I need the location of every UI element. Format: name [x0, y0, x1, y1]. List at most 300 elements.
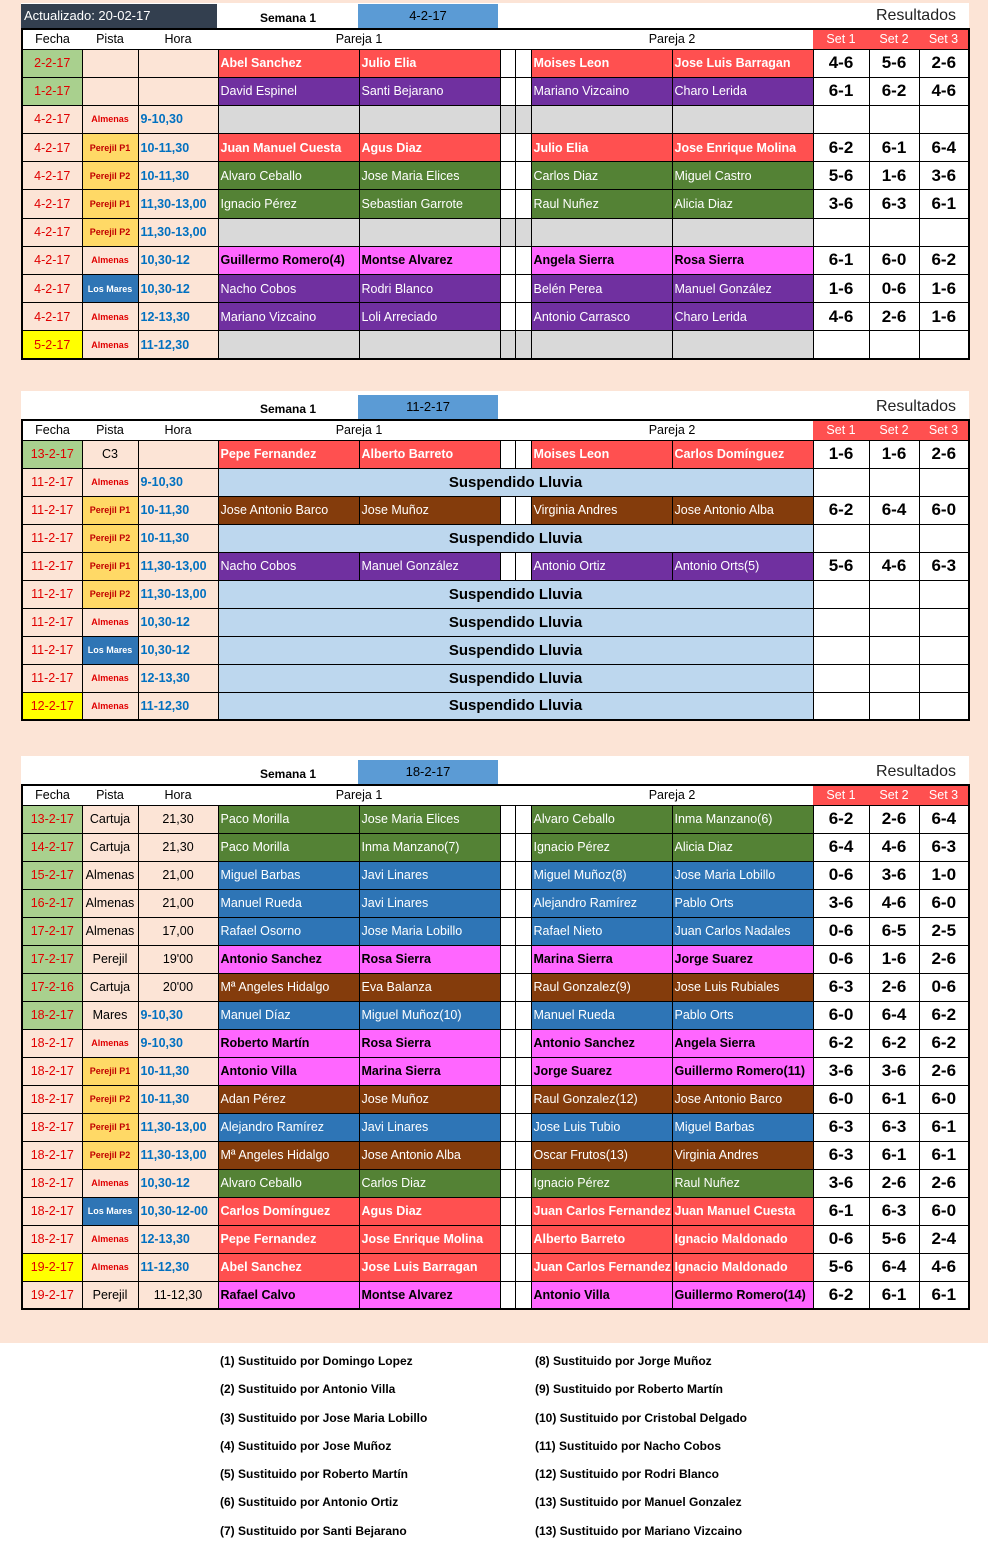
- set2-score: 3-6: [869, 861, 919, 889]
- col-hora: Hora: [138, 785, 218, 805]
- separator-cell: [515, 861, 531, 889]
- set3-score: [919, 218, 969, 246]
- set1-score: 6-2: [813, 134, 869, 162]
- match-court: Perejil P1: [82, 1113, 138, 1141]
- pair1-player-b: Jose Maria Elices: [359, 162, 500, 190]
- pair2-player-b: Rosa Sierra: [672, 246, 813, 274]
- match-time: 10-11,30: [138, 1057, 218, 1085]
- match-time: 9-10,30: [138, 468, 218, 496]
- match-court: Perejil P2: [82, 162, 138, 190]
- separator-cell: [515, 945, 531, 973]
- set2-score: [869, 608, 919, 636]
- set1-score: 3-6: [813, 1057, 869, 1085]
- pair1-player-b: [359, 331, 500, 359]
- set3-score: 2-6: [919, 1057, 969, 1085]
- match-time: 19'00: [138, 945, 218, 973]
- set2-score: 6-1: [869, 134, 919, 162]
- set1-score: [813, 580, 869, 608]
- match-court: Almenas: [82, 246, 138, 274]
- match-time: 9-10,30: [138, 105, 218, 133]
- separator-cell: [515, 917, 531, 945]
- match-row: [22, 246, 969, 274]
- match-court: Almenas: [82, 303, 138, 331]
- pair2-player-a: Jose Luis Tubio: [531, 1113, 672, 1141]
- notes-left: [220, 1347, 427, 1545]
- match-row: [22, 833, 969, 861]
- match-time: 9-10,30: [138, 1029, 218, 1057]
- match-court: Perejil P1: [82, 134, 138, 162]
- separator-cell: [515, 833, 531, 861]
- match-court: Almenas: [82, 468, 138, 496]
- pair2-player-b: Pablo Orts: [672, 1001, 813, 1029]
- match-court: Perejil: [82, 1281, 138, 1309]
- pair1-player-a: Antonio Sanchez: [218, 945, 359, 973]
- match-row: [22, 1141, 969, 1169]
- pair2-player-b: Charo Lerida: [672, 77, 813, 105]
- note-item: (1) Sustituido por Domingo Lopez: [220, 1354, 413, 1368]
- pair2-player-b: Juan Carlos Nadales: [672, 917, 813, 945]
- match-time: 11-12,30: [138, 1253, 218, 1281]
- match-date: 18-2-17: [22, 1001, 82, 1029]
- pair2-player-a: Moises Leon: [531, 440, 672, 468]
- separator-cell: [500, 1253, 515, 1281]
- pair1-player-b: Javi Linares: [359, 861, 500, 889]
- pair1-player-b: Jose Maria Lobillo: [359, 917, 500, 945]
- separator-cell: [515, 134, 531, 162]
- set2-score: 4-6: [869, 833, 919, 861]
- separator-cell: [515, 246, 531, 274]
- match-row: [22, 524, 969, 552]
- separator-cell: [515, 190, 531, 218]
- pair2-player-a: Antonio Villa: [531, 1281, 672, 1309]
- match-court: Almenas: [82, 105, 138, 133]
- separator-cell: [500, 105, 515, 133]
- separator-cell: [500, 77, 515, 105]
- pair1-player-a: Rafael Osorno: [218, 917, 359, 945]
- pair1-player-a: Mariano Vizcaino: [218, 303, 359, 331]
- pair2-player-b: [672, 105, 813, 133]
- set3-score: [919, 105, 969, 133]
- match-court: Perejil: [82, 945, 138, 973]
- pair1-player-b: Jose Muñoz: [359, 496, 500, 524]
- match-date: 4-2-17: [22, 275, 82, 303]
- match-court: Los Mares: [82, 275, 138, 303]
- pair1-player-b: Agus Diaz: [359, 134, 500, 162]
- match-date: 11-2-17: [22, 636, 82, 664]
- match-row: [22, 162, 969, 190]
- col-set2: Set 2: [869, 29, 919, 49]
- pair2-player-a: Julio Elia: [531, 134, 672, 162]
- separator-cell: [515, 218, 531, 246]
- week-label: Semana 1: [259, 11, 317, 25]
- note-item: (12) Sustituido por Rodri Blanco: [535, 1467, 720, 1482]
- set2-score: 1-6: [869, 162, 919, 190]
- pair1-player-b: Jose Luis Barragan: [359, 1253, 500, 1281]
- match-time: 10-11,30: [138, 524, 218, 552]
- pair1-player-a: Miguel Barbas: [218, 861, 359, 889]
- separator-cell: [500, 1029, 515, 1057]
- set2-score: [869, 524, 919, 552]
- match-row: [22, 49, 969, 77]
- set3-score: 2-6: [919, 945, 969, 973]
- set2-score: [869, 636, 919, 664]
- match-time: 11,30-13,00: [138, 190, 218, 218]
- match-date: 18-2-17: [22, 1113, 82, 1141]
- set2-score: 2-6: [869, 303, 919, 331]
- match-row: [22, 692, 969, 720]
- pair1-player-a: Rafael Calvo: [218, 1281, 359, 1309]
- match-time: 10-11,30: [138, 496, 218, 524]
- set2-score: [869, 105, 919, 133]
- pair1-player-b: Montse Alvarez: [359, 1281, 500, 1309]
- match-date: 11-2-17: [22, 608, 82, 636]
- pair2-player-b: Inma Manzano(6): [672, 805, 813, 833]
- note-item: (6) Sustituido por Antonio Ortiz: [220, 1495, 399, 1510]
- match-court: Almenas: [82, 608, 138, 636]
- set3-score: 6-2: [919, 1001, 969, 1029]
- separator-cell: [500, 861, 515, 889]
- pair1-player-a: Nacho Cobos: [218, 275, 359, 303]
- match-date: 11-2-17: [22, 552, 82, 580]
- set3-score: 2-6: [919, 1169, 969, 1197]
- set2-score: 6-4: [869, 1253, 919, 1281]
- separator-cell: [500, 973, 515, 1001]
- set3-score: 6-1: [919, 1281, 969, 1309]
- set3-score: 6-1: [919, 1141, 969, 1169]
- match-court: [82, 49, 138, 77]
- match-date: 16-2-17: [22, 889, 82, 917]
- match-time: 17,00: [138, 917, 218, 945]
- set3-score: 6-0: [919, 889, 969, 917]
- set3-score: 1-6: [919, 275, 969, 303]
- pair1-player-b: Javi Linares: [359, 1113, 500, 1141]
- match-row: [22, 468, 969, 496]
- pair1-player-b: Agus Diaz: [359, 1197, 500, 1225]
- match-row: [22, 275, 969, 303]
- pair1-player-b: Javi Linares: [359, 889, 500, 917]
- pair1-player-a: Antonio Villa: [218, 1057, 359, 1085]
- pair2-player-a: Virginia Andres: [531, 496, 672, 524]
- match-time: 10,30-12: [138, 275, 218, 303]
- col-pista: Pista: [82, 29, 138, 49]
- pair1-player-b: Miguel Muñoz(10): [359, 1001, 500, 1029]
- pair2-player-b: Juan Manuel Cuesta: [672, 1197, 813, 1225]
- set2-score: [869, 331, 919, 359]
- pair2-player-a: Angela Sierra: [531, 246, 672, 274]
- pair2-player-b: Jose Enrique Molina: [672, 134, 813, 162]
- match-time: 10,30-12: [138, 1169, 218, 1197]
- match-time: 11,30-13,00: [138, 580, 218, 608]
- col-gap: [500, 29, 531, 49]
- pair2-player-b: Miguel Castro: [672, 162, 813, 190]
- separator-cell: [515, 496, 531, 524]
- match-court: Cartuja: [82, 805, 138, 833]
- pair1-player-b: Carlos Diaz: [359, 1169, 500, 1197]
- suspended-label: Suspendido Lluvia: [218, 468, 813, 496]
- separator-cell: [500, 1281, 515, 1309]
- set2-score: 6-2: [869, 77, 919, 105]
- match-time: 9-10,30: [138, 1001, 218, 1029]
- suspended-label: Suspendido Lluvia: [218, 608, 813, 636]
- set2-score: 6-3: [869, 1197, 919, 1225]
- match-date: 4-2-17: [22, 162, 82, 190]
- match-row: [22, 1169, 969, 1197]
- match-row: [22, 1225, 969, 1253]
- set3-score: [919, 636, 969, 664]
- suspended-label: Suspendido Lluvia: [218, 580, 813, 608]
- pair2-player-a: Alvaro Ceballo: [531, 805, 672, 833]
- column-header-row: [22, 29, 969, 49]
- match-court: Cartuja: [82, 973, 138, 1001]
- match-date: 19-2-17: [22, 1253, 82, 1281]
- pair1-player-a: Paco Morilla: [218, 833, 359, 861]
- pair1-player-b: Jose Maria Elices: [359, 805, 500, 833]
- col-pareja1: Pareja 1: [218, 420, 500, 440]
- matches-table: [21, 28, 970, 360]
- pair2-player-b: Raul Nuñez: [672, 1169, 813, 1197]
- match-row: [22, 973, 969, 1001]
- match-court: Los Mares: [82, 636, 138, 664]
- match-date: 5-2-17: [22, 331, 82, 359]
- note-item: (8) Sustituido por Jorge Muñoz: [535, 1354, 712, 1368]
- pair2-player-b: Jose Luis Rubiales: [672, 973, 813, 1001]
- set3-score: 1-0: [919, 861, 969, 889]
- pair1-player-b: Jose Antonio Alba: [359, 1141, 500, 1169]
- separator-cell: [500, 162, 515, 190]
- pair1-player-a: [218, 218, 359, 246]
- pair1-player-a: [218, 105, 359, 133]
- match-date: 11-2-17: [22, 524, 82, 552]
- set3-score: 1-6: [919, 303, 969, 331]
- suspended-label: Suspendido Lluvia: [218, 692, 813, 720]
- set1-score: 0-6: [813, 917, 869, 945]
- col-set2: Set 2: [869, 785, 919, 805]
- match-row: [22, 496, 969, 524]
- set3-score: 6-3: [919, 552, 969, 580]
- separator-cell: [500, 496, 515, 524]
- set2-score: 6-1: [869, 1281, 919, 1309]
- note-item: (4) Sustituido por Jose Muñoz: [220, 1438, 392, 1453]
- match-row: [22, 945, 969, 973]
- match-date: 4-2-17: [22, 190, 82, 218]
- note-item: (3) Sustituido por Jose Maria Lobillo: [220, 1410, 428, 1425]
- match-date: 12-2-17: [22, 692, 82, 720]
- separator-cell: [500, 1113, 515, 1141]
- pair1-player-a: Manuel Díaz: [218, 1001, 359, 1029]
- pair1-player-a: Guillermo Romero(4): [218, 246, 359, 274]
- pair2-player-a: Ignacio Pérez: [531, 833, 672, 861]
- set1-score: 6-1: [813, 1197, 869, 1225]
- pair1-player-b: Jose Muñoz: [359, 1085, 500, 1113]
- pair1-player-b: Alberto Barreto: [359, 440, 500, 468]
- pair2-player-a: Raul Gonzalez(9): [531, 973, 672, 1001]
- match-time: 11-12,30: [138, 692, 218, 720]
- set1-score: 6-0: [813, 1085, 869, 1113]
- separator-cell: [500, 1001, 515, 1029]
- week-label: Semana 1: [259, 402, 317, 416]
- pair2-player-b: Guillermo Romero(14): [672, 1281, 813, 1309]
- match-row: [22, 1057, 969, 1085]
- set3-score: 6-3: [919, 833, 969, 861]
- match-date: 4-2-17: [22, 134, 82, 162]
- set1-score: 4-6: [813, 303, 869, 331]
- match-time: 21,00: [138, 861, 218, 889]
- match-time: 21,30: [138, 805, 218, 833]
- set1-score: 6-1: [813, 246, 869, 274]
- col-hora: Hora: [138, 420, 218, 440]
- column-header-row: [22, 420, 969, 440]
- separator-cell: [500, 552, 515, 580]
- match-time: 10,30-12-00: [138, 1197, 218, 1225]
- match-court: Perejil P2: [82, 218, 138, 246]
- match-date: 1-2-17: [22, 77, 82, 105]
- set2-score: 6-2: [869, 1029, 919, 1057]
- pair1-player-b: [359, 218, 500, 246]
- separator-cell: [500, 49, 515, 77]
- notes-right: [535, 1347, 747, 1545]
- match-court: Almenas: [82, 889, 138, 917]
- set1-score: 3-6: [813, 1169, 869, 1197]
- match-date: 11-2-17: [22, 580, 82, 608]
- separator-cell: [500, 917, 515, 945]
- separator-cell: [500, 1197, 515, 1225]
- col-set1: Set 1: [813, 29, 869, 49]
- set3-score: 3-6: [919, 162, 969, 190]
- pair1-player-a: [218, 331, 359, 359]
- set1-score: 5-6: [813, 1253, 869, 1281]
- matches-table: [21, 419, 970, 721]
- separator-cell: [500, 1085, 515, 1113]
- separator-cell: [515, 1001, 531, 1029]
- match-time: 12-13,30: [138, 664, 218, 692]
- col-pareja1: Pareja 1: [218, 785, 500, 805]
- match-time: 21,00: [138, 889, 218, 917]
- match-court: Los Mares: [82, 1197, 138, 1225]
- note-item: (13) Sustituido por Manuel Gonzalez: [535, 1495, 742, 1510]
- match-time: 20'00: [138, 973, 218, 1001]
- separator-cell: [500, 218, 515, 246]
- set1-score: 0-6: [813, 861, 869, 889]
- col-pareja2: Pareja 2: [531, 420, 813, 440]
- pair2-player-a: Carlos Diaz: [531, 162, 672, 190]
- match-time: 11,30-13,00: [138, 552, 218, 580]
- set1-score: 6-2: [813, 1281, 869, 1309]
- set2-score: 6-4: [869, 1001, 919, 1029]
- match-court: Cartuja: [82, 833, 138, 861]
- set1-score: [813, 636, 869, 664]
- pair1-player-a: Paco Morilla: [218, 805, 359, 833]
- set3-score: [919, 580, 969, 608]
- pair1-player-a: Pepe Fernandez: [218, 440, 359, 468]
- set2-score: 6-5: [869, 917, 919, 945]
- pair1-player-a: Roberto Martín: [218, 1029, 359, 1057]
- pair2-player-a: Belén Perea: [531, 275, 672, 303]
- separator-cell: [515, 889, 531, 917]
- match-row: [22, 636, 969, 664]
- match-row: [22, 608, 969, 636]
- separator-cell: [500, 1141, 515, 1169]
- pair2-player-b: Carlos Domínguez: [672, 440, 813, 468]
- col-pista: Pista: [82, 420, 138, 440]
- match-court: Perejil P1: [82, 496, 138, 524]
- separator-cell: [515, 162, 531, 190]
- set1-score: 0-6: [813, 1225, 869, 1253]
- col-set1: Set 1: [813, 420, 869, 440]
- suspended-label: Suspendido Lluvia: [218, 636, 813, 664]
- set2-score: 5-6: [869, 49, 919, 77]
- match-time: 10-11,30: [138, 134, 218, 162]
- pair1-player-a: David Espinel: [218, 77, 359, 105]
- separator-cell: [515, 275, 531, 303]
- set3-score: 4-6: [919, 77, 969, 105]
- pair2-player-a: Oscar Frutos(13): [531, 1141, 672, 1169]
- note-item: (11) Sustituido por Nacho Cobos: [535, 1438, 722, 1453]
- pair2-player-b: [672, 218, 813, 246]
- set1-score: [813, 608, 869, 636]
- separator-cell: [515, 1225, 531, 1253]
- match-court: Almenas: [82, 692, 138, 720]
- pair1-player-a: Mª Angeles Hidalgo: [218, 973, 359, 1001]
- set1-score: 1-6: [813, 440, 869, 468]
- match-date: 4-2-17: [22, 105, 82, 133]
- set1-score: 6-3: [813, 1141, 869, 1169]
- set1-score: 6-2: [813, 1029, 869, 1057]
- pair2-player-b: Jose Antonio Alba: [672, 496, 813, 524]
- pair1-player-b: Jose Enrique Molina: [359, 1225, 500, 1253]
- pair2-player-b: Charo Lerida: [672, 303, 813, 331]
- separator-cell: [500, 889, 515, 917]
- match-court: Perejil P1: [82, 190, 138, 218]
- match-date: 4-2-17: [22, 218, 82, 246]
- column-header-row: [22, 785, 969, 805]
- set2-score: 3-6: [869, 1057, 919, 1085]
- match-court: [82, 77, 138, 105]
- pair1-player-b: Loli Arreciado: [359, 303, 500, 331]
- match-court: Perejil P1: [82, 1057, 138, 1085]
- match-time: 10,30-12: [138, 246, 218, 274]
- note-item: (5) Sustituido por Roberto Martín: [220, 1467, 408, 1482]
- col-set3: Set 3: [919, 785, 969, 805]
- pair2-player-a: Antonio Sanchez: [531, 1029, 672, 1057]
- match-date: 17-2-16: [22, 973, 82, 1001]
- pair1-player-a: Alvaro Ceballo: [218, 162, 359, 190]
- results-label: Resultados: [875, 7, 956, 24]
- separator-cell: [500, 1057, 515, 1085]
- set3-score: [919, 692, 969, 720]
- match-time: 10-11,30: [138, 1085, 218, 1113]
- note-item: (10) Sustituido por Cristobal Delgado: [535, 1410, 748, 1425]
- pair2-player-b: Alicia Diaz: [672, 833, 813, 861]
- set3-score: 6-0: [919, 1085, 969, 1113]
- separator-cell: [515, 973, 531, 1001]
- pair1-player-a: Ignacio Pérez: [218, 190, 359, 218]
- match-time: 11,30-13,00: [138, 1141, 218, 1169]
- match-time: 12-13,30: [138, 1225, 218, 1253]
- match-time: [138, 49, 218, 77]
- set1-score: 1-6: [813, 275, 869, 303]
- match-time: 11-12,30: [138, 331, 218, 359]
- separator-cell: [500, 833, 515, 861]
- separator-cell: [500, 275, 515, 303]
- pair2-player-a: Manuel Rueda: [531, 1001, 672, 1029]
- match-court: Almenas: [82, 331, 138, 359]
- set2-score: 2-6: [869, 805, 919, 833]
- note-item: (13) Sustituido por Mariano Vizcaino: [535, 1523, 743, 1538]
- set3-score: 2-4: [919, 1225, 969, 1253]
- match-court: Perejil P2: [82, 1141, 138, 1169]
- set3-score: 2-6: [919, 49, 969, 77]
- match-date: 11-2-17: [22, 496, 82, 524]
